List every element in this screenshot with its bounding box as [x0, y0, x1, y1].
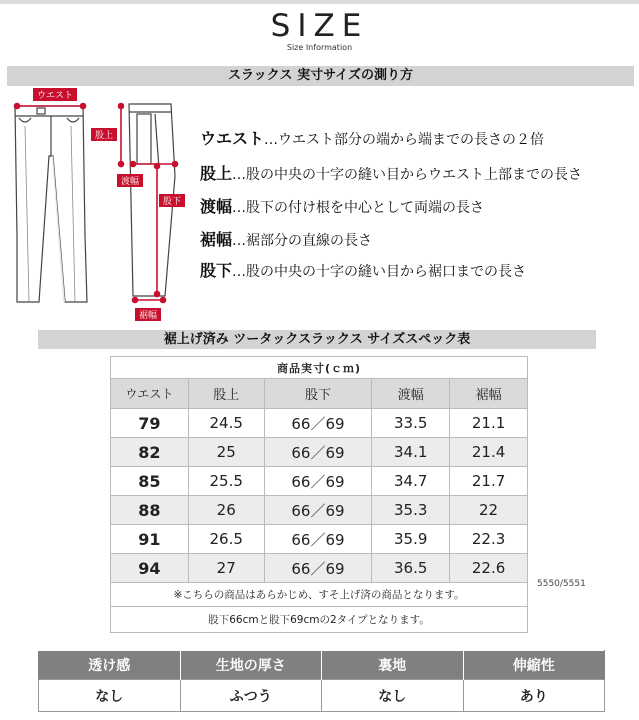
pants-front-illustration: [15, 106, 87, 302]
cell-waist: 94: [111, 554, 189, 583]
attr-value-stretch: あり: [463, 680, 605, 712]
cell-thigh: 36.5: [372, 554, 450, 583]
cell-hem: 21.4: [450, 438, 528, 467]
cell-rise: 25: [188, 438, 264, 467]
pants-front-shadow: [52, 156, 65, 302]
col-header-waist: ウエスト: [111, 379, 189, 409]
desc-text: …ウエスト部分の端から端までの長さの２倍: [264, 132, 545, 148]
cell-thigh: 34.7: [372, 467, 450, 496]
table-row: [111, 467, 528, 496]
desc-thigh: [200, 194, 484, 217]
cell-thigh: 34.1: [372, 438, 450, 467]
table-note-row: [111, 583, 528, 607]
pants-diagram: [5, 86, 195, 326]
label-inseam: 股下: [162, 197, 182, 207]
cell-rise: 25.5: [188, 467, 264, 496]
desc-hem: [200, 227, 372, 250]
table-caption: 商品実寸(ｃｍ): [111, 357, 528, 379]
section-header-measure: スラックス 実寸サイズの測り方: [7, 66, 634, 86]
cell-thigh: 35.9: [372, 525, 450, 554]
fabric-attributes-table: [38, 650, 605, 712]
section-header-spec: 裾上げ済み ツータックスラックス サイズスペック表: [38, 330, 596, 349]
table-note-types: 股下66cmと股下69cmの2タイプとなります。: [111, 607, 528, 633]
cell-thigh: 33.5: [372, 409, 450, 438]
cell-inseam: 66／69: [264, 438, 372, 467]
table-row: [111, 496, 528, 525]
desc-waist: [200, 126, 544, 149]
page-title: SIZE: [270, 8, 369, 44]
table-caption-row: [111, 357, 528, 379]
cell-waist: 91: [111, 525, 189, 554]
cell-waist: 85: [111, 467, 189, 496]
page-subtitle: Size Information: [286, 43, 353, 52]
table-row: [111, 525, 528, 554]
cell-rise: 27: [188, 554, 264, 583]
desc-text: …股の中央の十字の縫い目からウエスト上部までの長さ: [232, 167, 583, 183]
desc-inseam: [200, 258, 526, 281]
table-header-row: [111, 379, 528, 409]
attributes-header-row: [39, 651, 605, 680]
cell-thigh: 35.3: [372, 496, 450, 525]
table-row: [111, 554, 528, 583]
desc-text: …裾部分の直線の長さ: [232, 233, 373, 249]
desc-term: ウエスト: [200, 129, 265, 148]
attr-header-thickness: 生地の厚さ: [180, 651, 322, 680]
cell-inseam: 66／69: [264, 525, 372, 554]
cell-hem: 22: [450, 496, 528, 525]
size-spec-table: [110, 356, 528, 633]
label-thigh: 渡幅: [120, 177, 140, 187]
cell-hem: 22.3: [450, 525, 528, 554]
cell-inseam: 66／69: [264, 467, 372, 496]
col-header-rise: 股上: [188, 379, 264, 409]
top-rule: [0, 0, 639, 4]
label-hem: 裾幅: [138, 311, 158, 321]
desc-term: 股下: [200, 261, 233, 280]
cell-hem: 21.1: [450, 409, 528, 438]
col-header-thigh: 渡幅: [372, 379, 450, 409]
cell-hem: 22.6: [450, 554, 528, 583]
attr-header-stretch: 伸縮性: [463, 651, 605, 680]
attr-header-lining: 裏地: [322, 651, 464, 680]
desc-text: …股下の付け根を中心として両端の長さ: [232, 200, 485, 216]
table-row: [111, 409, 528, 438]
attr-value-lining: なし: [322, 680, 464, 712]
cell-waist: 88: [111, 496, 189, 525]
cell-waist: 82: [111, 438, 189, 467]
label-rise: 股上: [94, 131, 114, 141]
label-waist: ウエスト: [36, 91, 74, 101]
table-row: [111, 438, 528, 467]
attr-value-thickness: ふつう: [180, 680, 322, 712]
desc-term: 渡幅: [200, 197, 233, 216]
attr-header-sheerness: 透け感: [39, 651, 181, 680]
product-code: 5550/5551: [537, 579, 586, 589]
desc-term: 裾幅: [200, 230, 233, 249]
table-note-hemmed: ※こちらの商品はあらかじめ、すそ上げ済の商品となります。: [111, 583, 528, 607]
desc-rise: [200, 161, 582, 184]
cell-inseam: 66／69: [264, 554, 372, 583]
cell-waist: 79: [111, 409, 189, 438]
col-header-inseam: 股下: [264, 379, 372, 409]
col-header-hem: 裾幅: [450, 379, 528, 409]
table-note-row: [111, 607, 528, 633]
cell-rise: 26.5: [188, 525, 264, 554]
desc-text: …股の中央の十字の縫い目から裾口までの長さ: [232, 264, 527, 280]
cell-rise: 24.5: [188, 409, 264, 438]
desc-term: 股上: [200, 164, 233, 183]
cell-inseam: 66／69: [264, 409, 372, 438]
attributes-value-row: [39, 680, 605, 712]
cell-inseam: 66／69: [264, 496, 372, 525]
attr-value-sheerness: なし: [39, 680, 181, 712]
cell-hem: 21.7: [450, 467, 528, 496]
cell-rise: 26: [188, 496, 264, 525]
